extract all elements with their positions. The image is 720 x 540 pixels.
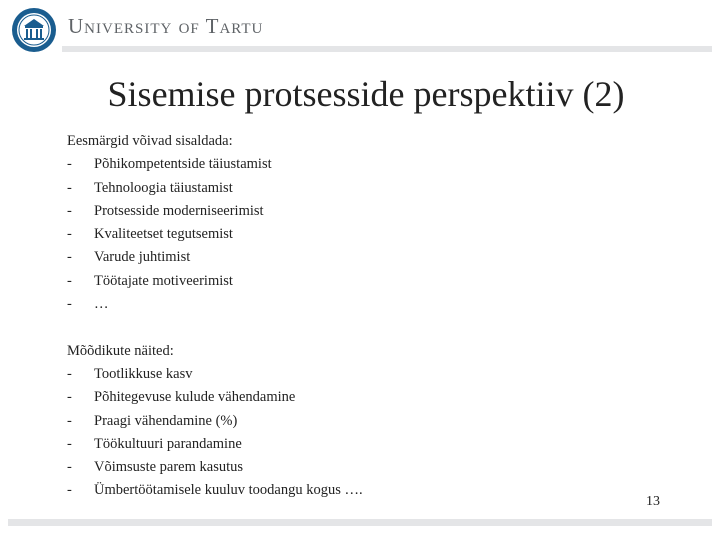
list-item-text: Töökultuuri parandamine bbox=[94, 435, 242, 452]
list-item bbox=[67, 200, 627, 223]
list-item-text: Praagi vähendamine (%) bbox=[94, 412, 238, 429]
bullet-dash: - bbox=[67, 482, 72, 499]
list-item bbox=[67, 479, 627, 502]
metrics-intro: Mõõdikute näited: bbox=[67, 342, 174, 359]
list-item bbox=[67, 456, 627, 479]
header-divider bbox=[62, 46, 712, 52]
slide-title: Sisemise protsesside perspektiiv (2) bbox=[107, 74, 625, 114]
bullet-dash: - bbox=[67, 226, 72, 243]
section-spacer bbox=[67, 316, 627, 339]
bullet-dash: - bbox=[67, 435, 72, 452]
list-item-text: Töötajate motiveerimist bbox=[94, 272, 233, 289]
bullet-dash: - bbox=[67, 179, 72, 196]
list-item-text: Tehnoloogia täiustamist bbox=[94, 179, 233, 196]
list-item-text: Põhitegevuse kulude vähendamine bbox=[94, 389, 296, 406]
list-item-text: Tootlikkuse kasv bbox=[94, 365, 193, 382]
bullet-dash: - bbox=[67, 156, 72, 173]
bullet-dash: - bbox=[67, 365, 72, 382]
bullet-dash: - bbox=[67, 296, 72, 313]
list-item-text: Võimsuste parem kasutus bbox=[94, 459, 244, 476]
university-seal-icon bbox=[10, 6, 58, 54]
list-item bbox=[67, 223, 627, 246]
list-item-text: … bbox=[94, 296, 109, 313]
institution-name: University of Tartu bbox=[68, 14, 264, 38]
metrics-list bbox=[67, 363, 627, 503]
list-item bbox=[67, 293, 627, 316]
list-item-text: Ümbertöötamisele kuuluv toodangu kogus …. bbox=[94, 482, 363, 499]
bullet-dash: - bbox=[67, 412, 72, 429]
bullet-dash: - bbox=[67, 249, 72, 266]
list-item-text: Põhikompetentside täiustamist bbox=[94, 156, 272, 173]
list-item bbox=[67, 433, 627, 456]
list-item bbox=[67, 246, 627, 269]
page-number: 13 bbox=[646, 494, 660, 509]
list-item bbox=[67, 363, 627, 386]
list-item bbox=[67, 153, 627, 176]
bullet-dash: - bbox=[67, 459, 72, 476]
slide-body bbox=[67, 130, 627, 503]
list-item-text: Varude juhtimist bbox=[94, 249, 191, 266]
goals-intro: Eesmärgid võivad sisaldada: bbox=[67, 133, 233, 149]
bullet-dash: - bbox=[67, 202, 72, 219]
list-item bbox=[67, 177, 627, 200]
list-item bbox=[67, 270, 627, 293]
list-item-text: Protsesside moderniseerimist bbox=[94, 202, 264, 219]
goals-list bbox=[67, 153, 627, 316]
list-item bbox=[67, 410, 627, 433]
bullet-dash: - bbox=[67, 272, 72, 289]
list-item bbox=[67, 386, 627, 409]
list-item-text: Kvaliteetset tegutsemist bbox=[94, 226, 233, 243]
footer-divider bbox=[8, 519, 712, 526]
bullet-dash: - bbox=[67, 389, 72, 406]
